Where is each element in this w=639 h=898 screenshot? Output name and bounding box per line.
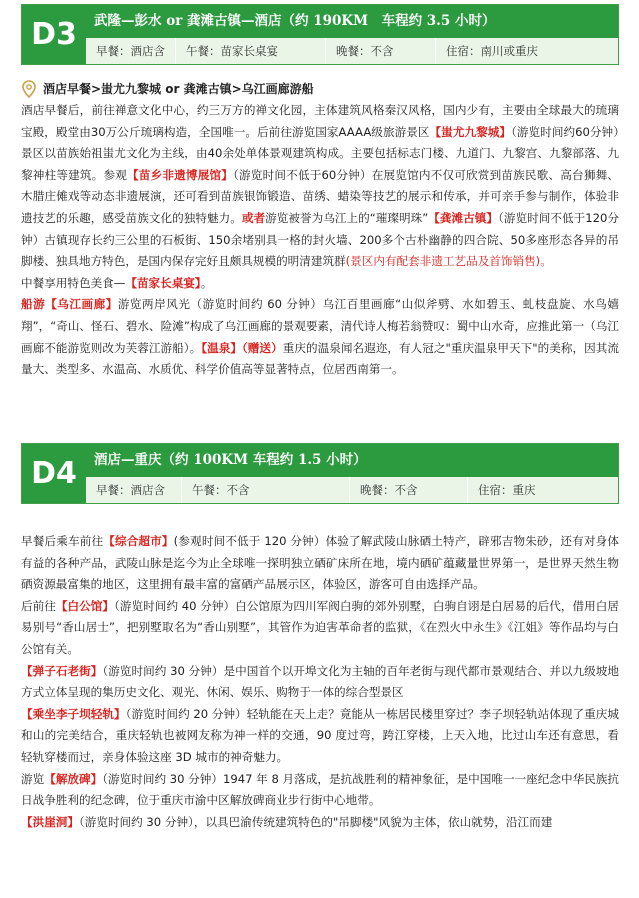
text: 后前往 (21, 598, 56, 613)
day3-stay: 住宿：南川或重庆 (446, 44, 538, 58)
highlight-hot-spring: 【温泉】（赠送） (201, 340, 283, 355)
text: 游览两岸风光（游览时间约 60 分钟）乌江百里画廊“山似斧劈、水如碧玉、虬枝盘旋、水鸟嬉翔”，“奇山、怪石、碧水、险滩”构成了乌江画廊的景观要素，清代诗人梅若翁赞叹：蜀中山水奇，应推此第一（乌江画廊不能游览则改为芙蓉江游船）。 (21, 297, 619, 355)
highlight-hongyadong: 【洪崖洞】 (21, 814, 79, 829)
text: 中餐享用特色美食— (21, 275, 126, 290)
day3-meals (86, 38, 618, 64)
day3-title: 武隆—彭水 or 龚滩古镇—酒店（约 190KM 车程约 3.5 小时） (86, 5, 618, 38)
day4-paragraph-3 (21, 661, 619, 704)
day3-lunch: 午餐：苗家长桌宴 (176, 38, 326, 64)
day3-header (21, 4, 619, 65)
day3-badge: D3 (22, 5, 86, 64)
note-shopping: (景区内有配套非遗工艺品及首饰销售)。 (345, 254, 552, 269)
day4-lunch: 午餐：不含 (182, 477, 350, 503)
text: 。 (200, 275, 213, 290)
day4-content (21, 531, 619, 833)
day3-route-text: 酒店早餐>蚩尤九黎城 or 龚滩古镇>乌江画廊游船 (43, 82, 314, 96)
text: 游览被誉为乌江上的“璀璨明珠” (265, 210, 429, 225)
day4-breakfast: 早餐：酒店含 (86, 477, 182, 503)
day4-paragraph-6 (21, 812, 619, 834)
day3-route (21, 78, 619, 100)
highlight-gongtan: 【龚滩古镇】 (428, 210, 499, 225)
day4-paragraph-4 (21, 704, 619, 769)
text: （游览时间约 20 分钟）轻轨能在天上走？竟能从一栋居民楼里穿过？李子坝轻轨站体现了重庆城和山的完美结合，重庆轻轨也被网友称为神一样的交通，90 度过弯，跨江穿楼，上天入地，比过山车还有意思，看轻轨穿楼而过，亲身体验这座 3D 城市的神奇魅力。 (21, 706, 619, 764)
highlight-miao-museum: 【苗乡非遗博展馆】 (127, 167, 234, 182)
text: 酒店早餐后，前往禅意文化中心，约三万方的禅文化园，主体建筑风格秦汉风格，国内少有，主要由全球最大的琉璃宝殿，殿堂由30万公斤琉璃构造，全国唯一。后前往游览国家AAAA级旅游景区 (21, 103, 619, 139)
text: 游览 (21, 771, 45, 786)
day3-paragraph-3 (21, 294, 619, 380)
day4-paragraph-1 (21, 531, 619, 596)
day4-paragraph-2 (21, 596, 619, 661)
location-pin-icon (21, 80, 37, 98)
highlight-danzishi-street: 【弹子石老街】 (21, 663, 103, 678)
day3-dinner: 晚餐：不含 (326, 38, 436, 64)
day3-breakfast: 早餐：酒店含 (86, 38, 176, 64)
day4-stay: 住宿：重庆 (478, 483, 536, 497)
text: （游览时间约 30 分钟）是中国首个以开埠文化为主轴的百年老街与现代都市景观结合、并以九级坡地方式立体呈现的集历史文化、观光、休闲、娱乐、购物于一体的综合型景区 (21, 663, 619, 700)
text: （游览时间不低于60分钟）在展览馆内不仅可欣赏到苗族民歌、高台狮舞、木腊庄傩戏等动态非遗展演，还可看到苗族银饰锻造、苗绣、蜡染等技艺的展示和传承，并可亲手参与制作，体验非遗技艺的乐趣，感受苗族文化的独特魅力。 (21, 167, 619, 225)
text: (参观时间不低于 120 分钟）体验了解武陵山脉硒土特产，辟邪吉物朱砂，还有对身体有益的各种产品，武陵山脉是迄今为止全球唯一探明独立硒矿床所在地，境内硒矿蕴藏量世界第一，是世界天然生物硒资源最富集的地区，这里拥有最丰富的富硒产品展示区，体验区，游客可自由选择产品。 (21, 534, 619, 592)
highlight-chiyou: 【蚩尤九黎城】 (429, 124, 512, 139)
highlight-jiefangbei: 【解放碑】 (44, 771, 103, 786)
highlight-liziba-rail: 【乘坐李子坝轻轨】 (21, 706, 126, 721)
day4-badge: D4 (22, 444, 86, 503)
text: （游览时间约 30 分钟）1947 年 8 月落成，是抗战胜利的精神象征，是中国唯一一座纪念中华民族抗日战争胜利的纪念碑，位于重庆市渝中区解放碑商业步行街中心地带。 (21, 771, 619, 808)
highlight-bai-mansion: 【白公馆】 (55, 598, 115, 613)
text: 重庆的温泉闻名遐迩，有人冠之"重庆温泉甲天下"的美称，因其流量大、类型多、水温高、水质优、科学价值高等显著特点，位居西南第一。 (21, 340, 620, 377)
day4-meals (86, 477, 618, 503)
text: （游览时间约 40 分钟）白公馆原为四川军阀白驹的郊外别墅，白驹自诩是白居易的后代，借用白居易别号“香山居士”，把别墅取名为“香山别墅”，其管作为迫害革命者的监狱，《在烈火中永生》《江姐》等作品均与白公馆有关。 (21, 598, 619, 656)
day3-paragraph-1 (21, 100, 619, 273)
day4-dinner: 晚餐：不含 (350, 477, 468, 503)
text: （游览时间约60分钟）景区以苗族始祖蚩尤文化为主线，由40余处单体景观建筑构成。主要包括标志门楼、九道门、九黎宫、九黎部落、九黎神柱等建筑。参观 (21, 124, 619, 182)
text: （游览时间不低于120分钟）古镇现存长约三公里的石板街、150余堵别具一格的封火墙、200多个古朴幽静的四合院、50多座形态各异的吊脚楼、独具地方特色，是国内保存完好且颇具规模的明清建筑群 (21, 210, 619, 269)
highlight-supermarket: 【综合超市】 (103, 534, 174, 548)
day3-paragraph-2 (21, 273, 619, 295)
day4-paragraph-5 (21, 769, 619, 812)
day4-title: 酒店—重庆（约 100KM 车程约 1.5 小时） (86, 444, 618, 477)
highlight-wujiang-gallery: 船游【乌江画廊】 (21, 297, 118, 312)
day4-header (21, 443, 619, 504)
highlight-or: 或者 (241, 210, 266, 225)
highlight-long-table-feast: 【苗家长桌宴】 (125, 275, 201, 290)
day3-content (21, 100, 619, 381)
text: （游览时间约 30 分钟），以具巴渝传统建筑特色的"吊脚楼"风貌为主体，依山就势，沿江而建 (78, 814, 553, 829)
text: 早餐后乘车前往 (21, 534, 104, 548)
